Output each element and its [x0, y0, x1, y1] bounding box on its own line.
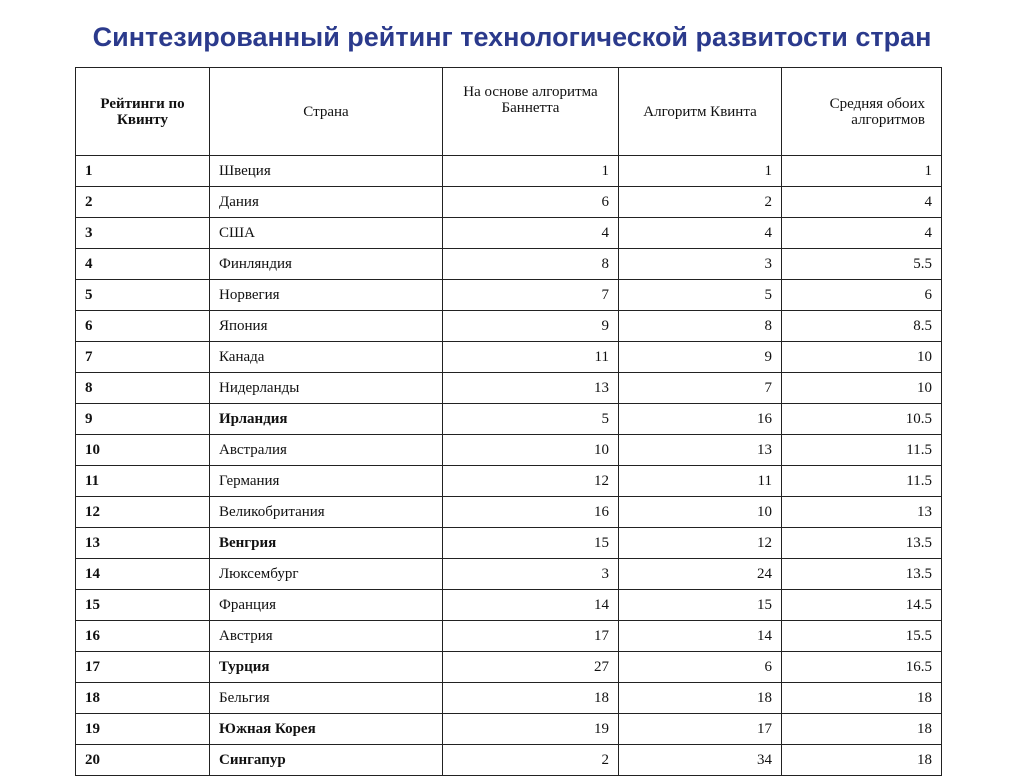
country-cell: Дания — [210, 187, 443, 218]
quint-value-cell: 14 — [619, 621, 782, 652]
table-row — [76, 466, 942, 497]
average-value-cell: 18 — [782, 745, 942, 776]
rank-cell: 16 — [76, 621, 210, 652]
quint-value-cell: 5 — [619, 280, 782, 311]
rank-cell: 7 — [76, 342, 210, 373]
rank-cell: 5 — [76, 280, 210, 311]
average-value-cell: 4 — [782, 218, 942, 249]
table-row — [76, 559, 942, 590]
bannet-value-cell: 4 — [443, 218, 619, 249]
bannet-value-cell: 16 — [443, 497, 619, 528]
quint-value-cell: 12 — [619, 528, 782, 559]
rank-cell: 2 — [76, 187, 210, 218]
country-cell: Сингапур — [210, 745, 443, 776]
country-cell: Франция — [210, 590, 443, 621]
bannet-value-cell: 7 — [443, 280, 619, 311]
country-cell: Канада — [210, 342, 443, 373]
bannet-value-cell: 1 — [443, 156, 619, 187]
bannet-value-cell: 2 — [443, 745, 619, 776]
average-value-cell: 10 — [782, 342, 942, 373]
rank-cell: 14 — [76, 559, 210, 590]
rank-cell: 15 — [76, 590, 210, 621]
rank-cell: 17 — [76, 652, 210, 683]
table-row — [76, 342, 942, 373]
bannet-value-cell: 18 — [443, 683, 619, 714]
average-value-cell: 18 — [782, 714, 942, 745]
table-row — [76, 745, 942, 776]
quint-value-cell: 18 — [619, 683, 782, 714]
average-value-cell: 1 — [782, 156, 942, 187]
quint-value-cell: 34 — [619, 745, 782, 776]
average-value-cell: 10 — [782, 373, 942, 404]
rank-cell: 10 — [76, 435, 210, 466]
average-value-cell: 5.5 — [782, 249, 942, 280]
header-country: Страна — [210, 68, 443, 156]
table-row — [76, 714, 942, 745]
quint-value-cell: 10 — [619, 497, 782, 528]
table-row — [76, 683, 942, 714]
rank-cell: 13 — [76, 528, 210, 559]
bannet-value-cell: 15 — [443, 528, 619, 559]
bannet-value-cell: 12 — [443, 466, 619, 497]
page-title: Синтезированный рейтинг технологической развитости стран — [92, 22, 932, 52]
bannet-value-cell: 11 — [443, 342, 619, 373]
rank-cell: 3 — [76, 218, 210, 249]
bannet-value-cell: 27 — [443, 652, 619, 683]
header-row — [76, 68, 942, 156]
quint-value-cell: 13 — [619, 435, 782, 466]
rank-cell: 19 — [76, 714, 210, 745]
header-quint-algorithm: Алгоритм Квинта — [619, 68, 782, 156]
country-cell: США — [210, 218, 443, 249]
bannet-value-cell: 17 — [443, 621, 619, 652]
quint-value-cell: 4 — [619, 218, 782, 249]
table-row — [76, 590, 942, 621]
table-row — [76, 249, 942, 280]
average-value-cell: 13 — [782, 497, 942, 528]
table-row — [76, 187, 942, 218]
table-row — [76, 373, 942, 404]
rank-cell: 1 — [76, 156, 210, 187]
bannet-value-cell: 19 — [443, 714, 619, 745]
average-value-cell: 15.5 — [782, 621, 942, 652]
header-average: Средняя обоих алгоритмов — [782, 68, 942, 156]
average-value-cell: 13.5 — [782, 559, 942, 590]
average-value-cell: 13.5 — [782, 528, 942, 559]
table-row — [76, 280, 942, 311]
country-cell: Австрия — [210, 621, 443, 652]
table-row — [76, 156, 942, 187]
quint-value-cell: 1 — [619, 156, 782, 187]
table-row — [76, 621, 942, 652]
country-cell: Венгрия — [210, 528, 443, 559]
quint-value-cell: 15 — [619, 590, 782, 621]
quint-value-cell: 16 — [619, 404, 782, 435]
table-row — [76, 218, 942, 249]
table-row — [76, 435, 942, 466]
country-cell: Германия — [210, 466, 443, 497]
country-cell: Турция — [210, 652, 443, 683]
quint-value-cell: 8 — [619, 311, 782, 342]
rank-cell: 9 — [76, 404, 210, 435]
bannet-value-cell: 13 — [443, 373, 619, 404]
table-row — [76, 404, 942, 435]
country-cell: Южная Корея — [210, 714, 443, 745]
average-value-cell: 16.5 — [782, 652, 942, 683]
quint-value-cell: 2 — [619, 187, 782, 218]
header-bannet-algorithm: На основе алгоритма Баннетта — [443, 68, 619, 156]
country-cell: Великобритания — [210, 497, 443, 528]
quint-value-cell: 24 — [619, 559, 782, 590]
average-value-cell: 14.5 — [782, 590, 942, 621]
rank-cell: 20 — [76, 745, 210, 776]
quint-value-cell: 6 — [619, 652, 782, 683]
country-cell: Финляндия — [210, 249, 443, 280]
rank-cell: 4 — [76, 249, 210, 280]
country-cell: Австралия — [210, 435, 443, 466]
country-cell: Япония — [210, 311, 443, 342]
average-value-cell: 11.5 — [782, 466, 942, 497]
header-rank: Рейтинги по Квинту — [76, 68, 210, 156]
country-cell: Нидерланды — [210, 373, 443, 404]
country-cell: Бельгия — [210, 683, 443, 714]
bannet-value-cell: 9 — [443, 311, 619, 342]
country-cell: Швеция — [210, 156, 443, 187]
rank-cell: 18 — [76, 683, 210, 714]
quint-value-cell: 17 — [619, 714, 782, 745]
bannet-value-cell: 8 — [443, 249, 619, 280]
bannet-value-cell: 14 — [443, 590, 619, 621]
quint-value-cell: 3 — [619, 249, 782, 280]
country-cell: Ирландия — [210, 404, 443, 435]
rating-table — [75, 67, 942, 776]
table-row — [76, 652, 942, 683]
table-row — [76, 528, 942, 559]
quint-value-cell: 7 — [619, 373, 782, 404]
bannet-value-cell: 5 — [443, 404, 619, 435]
average-value-cell: 11.5 — [782, 435, 942, 466]
rank-cell: 6 — [76, 311, 210, 342]
average-value-cell: 4 — [782, 187, 942, 218]
average-value-cell: 18 — [782, 683, 942, 714]
table-row — [76, 497, 942, 528]
bannet-value-cell: 6 — [443, 187, 619, 218]
quint-value-cell: 11 — [619, 466, 782, 497]
bannet-value-cell: 10 — [443, 435, 619, 466]
average-value-cell: 8.5 — [782, 311, 942, 342]
rank-cell: 11 — [76, 466, 210, 497]
rank-cell: 12 — [76, 497, 210, 528]
quint-value-cell: 9 — [619, 342, 782, 373]
average-value-cell: 6 — [782, 280, 942, 311]
country-cell: Норвегия — [210, 280, 443, 311]
rank-cell: 8 — [76, 373, 210, 404]
bannet-value-cell: 3 — [443, 559, 619, 590]
table-row — [76, 311, 942, 342]
average-value-cell: 10.5 — [782, 404, 942, 435]
country-cell: Люксембург — [210, 559, 443, 590]
